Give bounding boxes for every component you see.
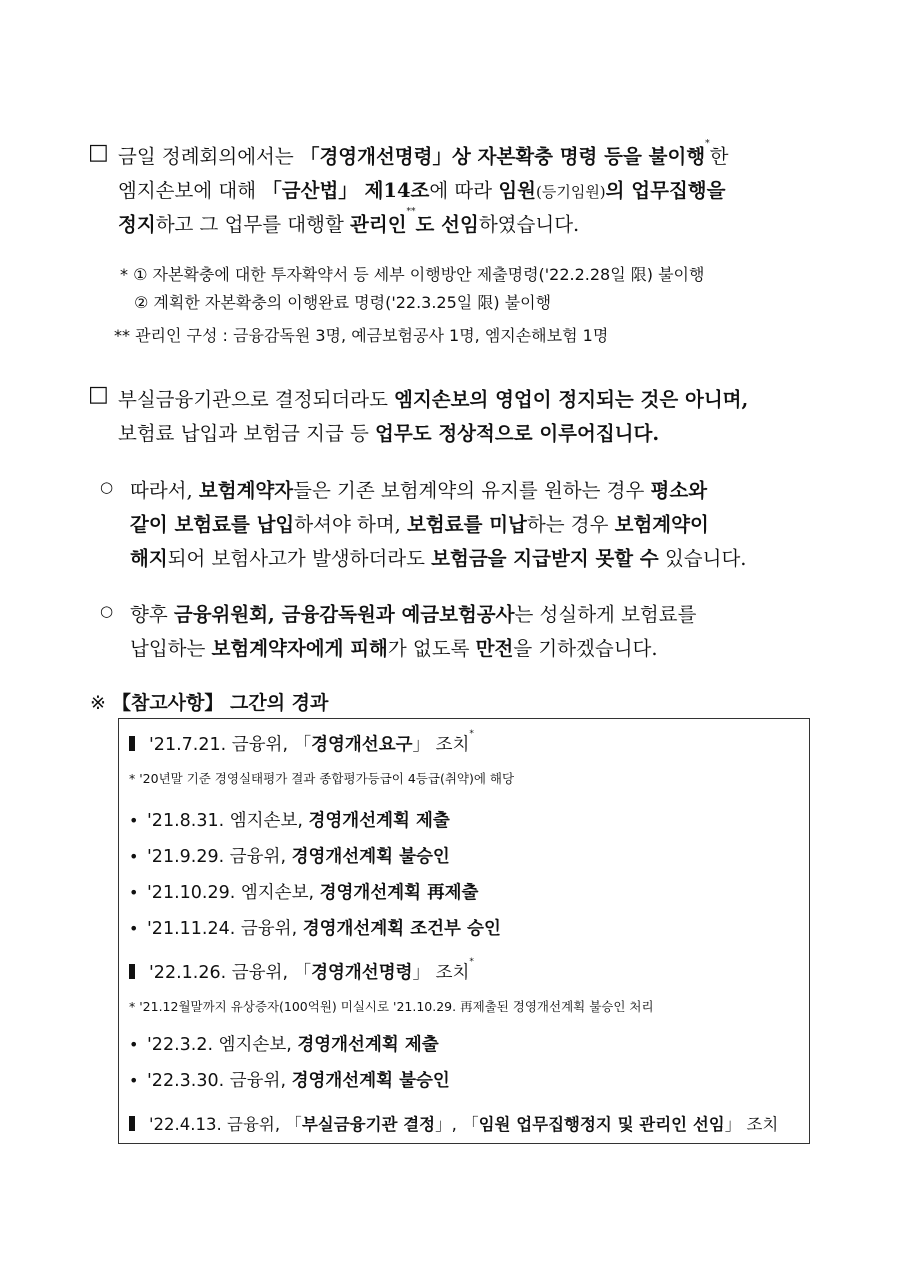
timeline-step: • '21.10.29. 엠지손보, 경영개선계획 再제출 [129, 883, 479, 903]
timeline-step: • '21.9.29. 금융위, 경영개선계획 불승인 [129, 847, 450, 867]
block-bullet-icon [129, 964, 135, 979]
footnote-1: * ① 자본확충에 대한 투자확약서 등 세부 이행방안 제출명령('22.2.28일 限) 불이행 [120, 265, 705, 284]
timeline-note-2: * '21.12월말까지 유상증자(100억원) 미실시로 '21.10.29. 再제출된 경영개선계획 불승인 처리 [129, 999, 654, 1014]
p3-line-2: 같이 보험료를 납입하셔야 하며, 보험료를 미납하는 경우 보험계약이 [130, 513, 709, 536]
square-bullet: □ [88, 382, 109, 407]
bullet-icon: • [129, 1071, 139, 1090]
p2-line-1: 부실금융기관으로 결정되더라도 엠지손보의 영업이 정지되는 것은 아니며, [118, 388, 749, 411]
timeline-step: • '21.8.31. 엠지손보, 경영개선계획 제출 [129, 811, 450, 831]
square-bullet: □ [88, 140, 109, 165]
reference-mark-icon: ※ [90, 692, 106, 714]
timeline-step: • '22.3.30. 금융위, 경영개선계획 불승인 [129, 1071, 450, 1091]
footnote-3: ** 관리인 구성 : 금융감독원 3명, 예금보험공사 1명, 엠지손해보험 1명 [114, 326, 609, 345]
p2-line-2: 보험료 납입과 보험금 지급 등 업무도 정상적으로 이루어집니다. [118, 422, 660, 445]
timeline-step: • '21.11.24. 금융위, 경영개선계획 조건부 승인 [129, 919, 501, 939]
bullet-icon: • [129, 883, 139, 902]
timeline-step: • '22.3.2. 엠지손보, 경영개선계획 제출 [129, 1035, 439, 1055]
footnote-2: ② 계획한 자본확충의 이행완료 명령('22.3.25일 限) 불이행 [134, 293, 552, 312]
block-bullet-icon [129, 1116, 135, 1131]
p4-line-2: 납입하는 보험계약자에게 피해가 없도록 만전을 기하겠습니다. [130, 637, 658, 660]
p3-line-3: 해지되어 보험사고가 발생하더라도 보험금을 지급받지 못할 수 있습니다. [130, 547, 747, 570]
timeline-event-3: '22.4.13. 금융위, 「부실금융기관 결정」, 「임원 업무집행정지 및 관리인 선임」 조치 [129, 1111, 778, 1135]
p1-line-3: 정지하고 그 업무를 대행할 관리인**도 선임하였습니다. [118, 207, 580, 236]
p1-line-1: 금일 정례회의에서는 「경영개선명령」상 자본확충 명령 등을 불이행*한 [118, 139, 729, 168]
timeline-event-2: '22.1.26. 금융위, 「경영개선명령」 조치* [129, 959, 474, 984]
p4-line-1: 향후 금융위원회, 금융감독원과 예금보험공사는 성실하게 보험료를 [130, 603, 697, 626]
bullet-icon: • [129, 919, 139, 938]
bullet-icon: • [129, 847, 139, 866]
p3-line-1: 따라서, 보험계약자들은 기존 보험계약의 유지를 원하는 경우 평소와 [130, 479, 708, 502]
block-bullet-icon [129, 736, 135, 751]
timeline-note-1: * '20년말 기준 경영실태평가 결과 종합평가등급이 4등급(취약)에 해당 [129, 771, 515, 786]
timeline-event-1: '21.7.21. 금융위, 「경영개선요구」 조치* [129, 731, 474, 756]
circle-bullet: ○ [100, 602, 114, 620]
p1-line-2: 엠지손보에 대해 「금산법」 제14조에 따라 임원(등기임원)의 업무집행을 [118, 179, 726, 202]
circle-bullet: ○ [100, 478, 114, 496]
bullet-icon: • [129, 811, 139, 830]
timeline-box [118, 718, 810, 1144]
bullet-icon: • [129, 1035, 139, 1054]
reference-heading: ※ 【참고사항】 그간의 경과 [90, 692, 329, 714]
